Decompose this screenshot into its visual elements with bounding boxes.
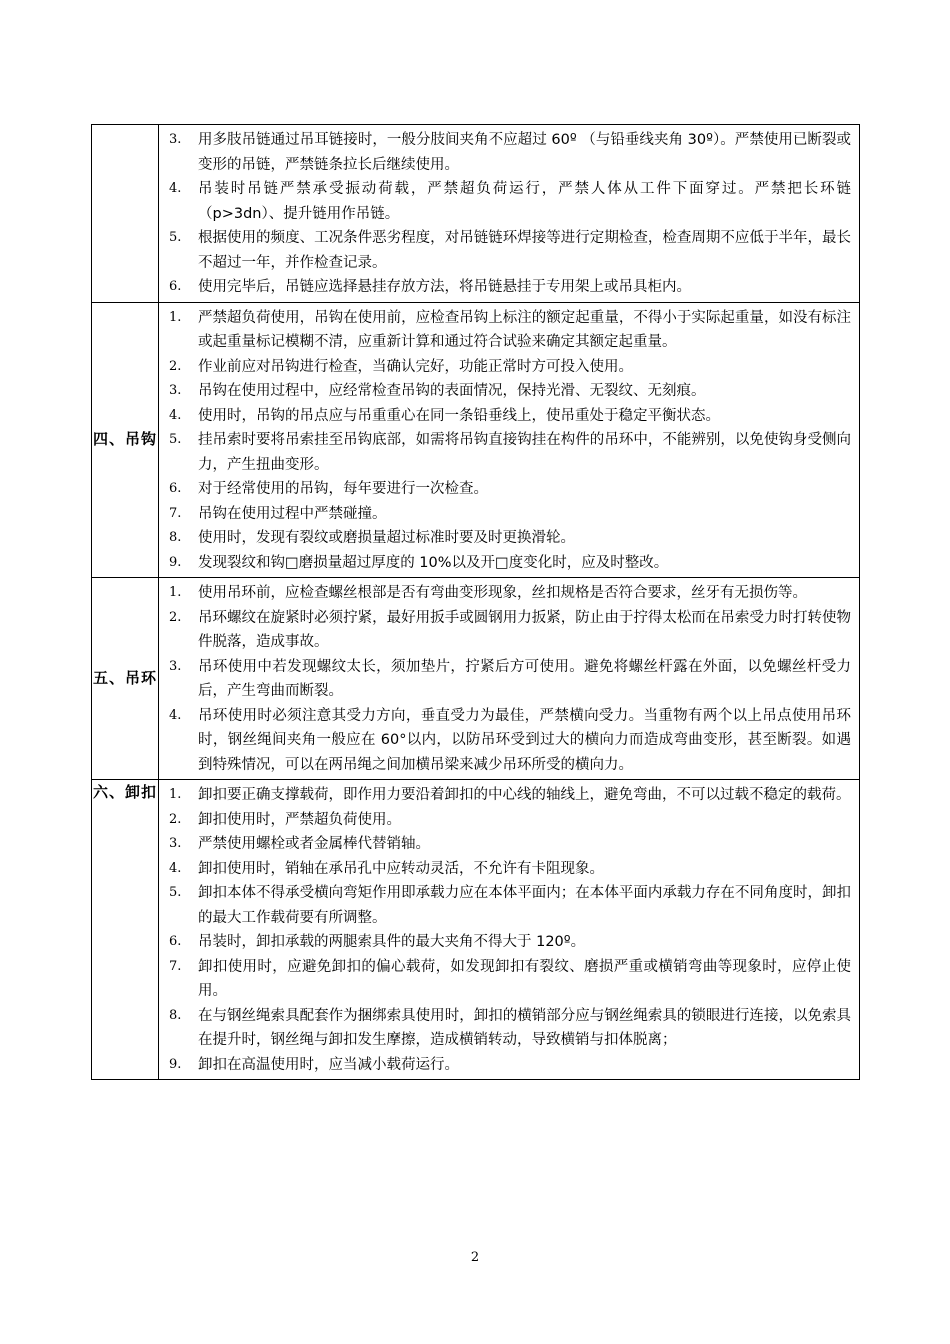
list-item (159, 355, 859, 380)
page-number: 2 (470, 1250, 480, 1265)
list-item (159, 379, 859, 404)
list-item (159, 704, 859, 778)
item-number: 3. (169, 383, 182, 398)
item-number: 3. (169, 132, 182, 147)
section-content (159, 780, 860, 1080)
item-number: 7. (169, 505, 182, 521)
item-text: 在与钢丝绳索具配套作为捆绑索具使用时，卸扣的横销部分应与钢丝绳索具的锁眼进行连接，以免索具在提升时，钢丝绳与卸扣发生摩擦，造成横销转动，导致横销与扣体脱离； (198, 1007, 851, 1048)
item-number: 2. (169, 609, 182, 625)
item-text: 严禁超负荷使用，吊钩在使用前，应检查吊钩上标注的额定起重量，不得小于实际起重量，如没有标注或起重量标记模糊不清，应重新计算和通过符合试验来确定其额定起重量。 (198, 309, 851, 350)
list-item (159, 502, 859, 527)
item-number: 1. (169, 309, 182, 325)
list-item (159, 881, 859, 930)
item-list (159, 303, 859, 578)
item-number: 4. (169, 707, 182, 723)
item-number: 5. (169, 432, 182, 447)
item-text: 卸扣在高温使用时，应当减小载荷运行。 (198, 1056, 459, 1073)
item-number: 4. (169, 860, 182, 876)
list-item (159, 306, 859, 355)
item-number: 1. (169, 787, 182, 802)
item-text: 严禁使用螺栓或者金属棒代替销轴。 (198, 836, 430, 852)
section-category (92, 125, 159, 303)
item-text: 吊装时吊链严禁承受振动荷载，严禁超负荷运行，严禁人体从工件下面穿过。严禁把长环链（p>3dn）、提升链用作吊链。 (198, 181, 851, 222)
regulation-table (91, 124, 860, 1080)
list-item (159, 832, 859, 857)
item-number: 6. (169, 934, 182, 949)
item-list (159, 578, 859, 779)
item-text: 吊环使用中若发现螺纹太长，须加垫片，拧紧后方可使用。避免将螺丝杆露在外面，以免螺丝杆受力后，产生弯曲而断裂。 (198, 658, 851, 699)
section-row (92, 578, 860, 780)
item-list (159, 125, 859, 302)
section-category: 五、吊环 (92, 578, 159, 780)
item-number: 6. (169, 481, 182, 496)
item-text: 吊环螺纹在旋紧时必须拧紧，最好用扳手或圆钢用力扳紧，防止由于拧得太松而在吊索受力时打转使物件脱落，造成事故。 (198, 609, 851, 650)
list-item (159, 428, 859, 477)
item-number: 4. (169, 181, 182, 196)
list-item (159, 930, 859, 955)
item-number: 2. (169, 811, 182, 827)
item-number: 3. (169, 658, 182, 674)
section-row (92, 780, 860, 1080)
item-text: 挂吊索时要将吊索挂至吊钩底部，如需将吊钩直接钩挂在构件的吊环中，不能辨别，以免使钩身受侧向力，产生扭曲变形。 (198, 432, 851, 473)
item-number: 1. (169, 585, 182, 600)
item-text: 卸扣使用时，严禁超负荷使用。 (198, 811, 401, 828)
section-row (92, 125, 860, 303)
item-number: 7. (169, 958, 182, 974)
item-text: 用多肢吊链通过吊耳链接时，一般分肢间夹角不应超过 60º （与铅垂线夹角 30º）。严禁使用已断裂或变形的吊链，严禁链条拉长后继续使用。 (198, 132, 851, 173)
item-text: 作业前应对吊钩进行检查，当确认完好，功能正常时方可投入使用。 (198, 358, 633, 375)
item-number: 2. (169, 358, 182, 374)
item-text: 对于经常使用的吊钩，每年要进行一次检查。 (198, 481, 488, 497)
list-item (159, 526, 859, 551)
item-number: 5. (169, 885, 182, 900)
item-number: 8. (169, 1007, 182, 1023)
item-text: 吊环使用时必须注意其受力方向，垂直受力为最佳，严禁横向受力。当重物有两个以上吊点使用吊环时，钢丝绳间夹角一般应在 60°以内，以防吊环受到过大的横向力而造成弯曲变形，甚至断裂。如遇到特殊情况，可以在两吊绳之间加横吊梁来减少吊环所受的横向力。 (198, 707, 851, 773)
list-item (159, 477, 859, 502)
table-body (92, 125, 860, 1080)
item-number: 9. (169, 1056, 182, 1072)
item-text: 卸扣本体不得承受横向弯矩作用即承载力应在本体平面内；在本体平面内承载力存在不同角度时，卸扣的最大工作载荷要有所调整。 (198, 885, 851, 926)
item-text: 使用时，吊钩的吊点应与吊重重心在同一条铅垂线上，使吊重处于稳定平衡状态。 (198, 407, 720, 424)
list-item (159, 551, 859, 576)
list-item (159, 1053, 859, 1078)
section-content (159, 125, 860, 303)
item-number: 5. (169, 230, 182, 245)
section-content (159, 302, 860, 578)
item-number: 8. (169, 530, 182, 545)
list-item (159, 655, 859, 704)
item-text: 吊装时，卸扣承载的两腿索具件的最大夹角不得大于 120º。 (198, 934, 586, 950)
item-list (159, 780, 859, 1079)
list-item (159, 783, 859, 808)
list-item (159, 404, 859, 429)
item-text: 吊钩在使用过程中，应经常检查吊钩的表面情况，保持光滑、无裂纹、无刻痕。 (198, 383, 706, 399)
item-text: 卸扣要正确支撑载荷，即作用力要沿着卸扣的中心线的轴线上，避免弯曲，不可以过载不稳定的载荷。 (198, 787, 851, 803)
item-text: 吊钩在使用过程中严禁碰撞。 (198, 505, 387, 522)
list-item (159, 1004, 859, 1053)
list-item (159, 857, 859, 882)
item-number: 9. (169, 554, 182, 570)
section-category: 六、卸扣 (92, 780, 159, 1080)
section-row (92, 302, 860, 578)
section-category: 四、吊钩 (92, 302, 159, 578)
section-content (159, 578, 860, 780)
list-item (159, 808, 859, 833)
item-text: 卸扣使用时，应避免卸扣的偏心载荷，如发现卸扣有裂纹、磨损严重或横销弯曲等现象时，应停止使用。 (198, 958, 851, 999)
list-item (159, 955, 859, 1004)
list-item (159, 128, 859, 177)
item-text: 根据使用的频度、工况条件恶劣程度，对吊链链环焊接等进行定期检查，检查周期不应低于半年，最长不超过一年，并作检查记录。 (198, 230, 851, 271)
item-text: 使用完毕后，吊链应选择悬挂存放方法，将吊链悬挂于专用架上或吊具柜内。 (198, 279, 691, 295)
list-item (159, 177, 859, 226)
item-number: 4. (169, 407, 182, 423)
item-text: 使用吊环前，应检查螺丝根部是否有弯曲变形现象，丝扣规格是否符合要求，丝牙有无损伤等。 (198, 585, 807, 601)
item-number: 6. (169, 279, 182, 294)
list-item (159, 606, 859, 655)
item-number: 3. (169, 836, 182, 851)
list-item (159, 275, 859, 300)
item-text: 使用时，发现有裂纹或磨损量超过标准时要及时更换滑轮。 (198, 530, 575, 546)
item-text: 卸扣使用时，销轴在承吊孔中应转动灵活，不允许有卡阻现象。 (198, 860, 604, 877)
list-item (159, 581, 859, 606)
item-text: 发现裂纹和钩□磨损量超过厚度的 10%以及开□度变化时，应及时整改。 (198, 554, 669, 571)
list-item (159, 226, 859, 275)
